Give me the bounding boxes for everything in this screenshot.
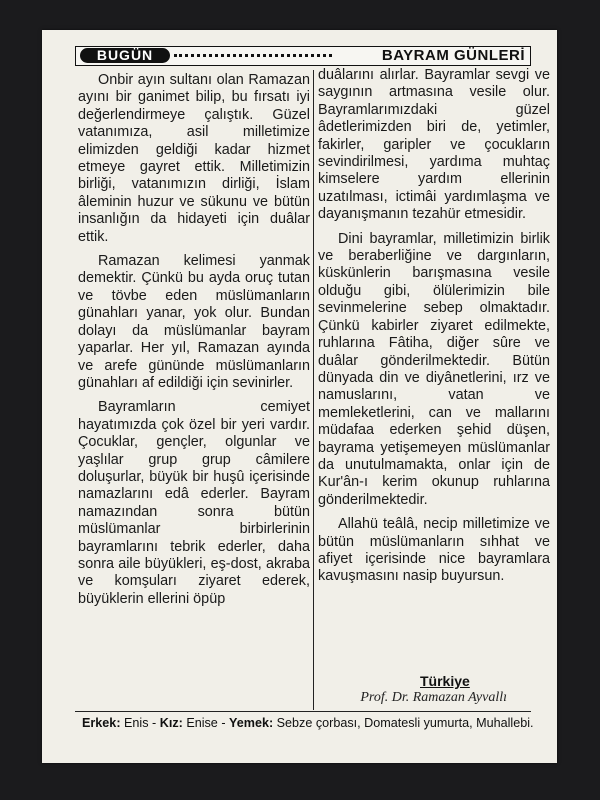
yemek-label: Yemek: [229, 716, 274, 730]
bottom-rule [75, 711, 531, 712]
erkek-label: Erkek: [82, 716, 121, 730]
left-column [78, 72, 310, 615]
column-divider [313, 70, 314, 710]
column-header [75, 46, 531, 66]
header-dotted-rule [174, 54, 332, 57]
right-column [318, 67, 550, 593]
paragraph: Bayramların cemiyet hayatımızda çok özel bir yeri vardır. Çocuklar, gençler, olgunlar ve yaşlılar grup grup câmilere doluşurlar, büyük bir huşû içerisinde namazlarını edâ ederler. Bayram namazından sonra bütün müslümanlar birbirlerinin bayramlarını tebrik ederler, daha sonra aile büyükleri, eş-dost, akraba ve komşuları ziyaret ederek, büyüklerin ellerini öpüp [78, 399, 310, 607]
newspaper-clipping [42, 30, 557, 763]
paragraph: Allahü teâlâ, necip milletimize ve bütün müslümanların sıhhat ve afiyet içerisinde nice bayramlara kavuşmasını nasip buyursun. [318, 516, 550, 585]
kiz-label: Kız: [159, 716, 183, 730]
paragraph: Onbir ayın sultanı olan Ramazan ayını bir ganimet bilip, bu fırsatı iyi değerlendirmeye çalıştık. Güzel vatanımıza, asil milletimize elimizden geldiği kadar hizmet etmeye gayret ettik. Milletimizin birliği, vatanımızın dirliği, İslam âleminin huzur ve sükunu ve bütün insanlığın da hidayeti için duâlar ettik. [78, 72, 310, 245]
kiz-value: Enise [186, 716, 218, 730]
yemek-value: Sebze çorbası, Domatesli yumurta, Muhallebi. [276, 716, 534, 730]
author-signature: Prof. Dr. Ramazan Ayvallı [360, 690, 507, 705]
erkek-value: Enis [124, 716, 149, 730]
paragraph: Ramazan kelimesi yanmak demektir. Çünkü bu ayda oruç tutan ve tövbe eden müslümanların günahları yanar, yok olur. Bundan dolayı da müslümanlar bayram yaparlar. Her yıl, Ramazan ayında ve arefe gününde müslümanların günahları af edildiği için sevinirler. [78, 253, 310, 391]
paragraph: Dini bayramlar, milletimizin birlik ve beraberliğine ve dargınların, küskünlerin barışmasına vesile olduğu gibi, ölülerimizin bile sevinmelerine sebep olmaktadır. Çünkü kabirler ziyaret edilmekte, ruhlarına Fâtiha, diğer sûre ve duâlar gönderilmektedir. Bütün dünyada din ve diyânetlerini, ırz ve namuslarını, vatan ve memleketlerini, can ve mallarını müdafaa ederken şehid düşen, bayrama yetişemeyen müslümanlar da unutulmamakta, onlar için de Kur'ân-ı kerim okunup ruhlarına gönderilmektedir. [318, 230, 550, 508]
name-suggestions-footer: Erkek: Enis - Kız: Enise - Yemek: Sebze çorbası, Domatesli yumurta, Muhallebi. [82, 716, 534, 730]
source-label: Türkiye [420, 673, 470, 689]
paragraph: duâlarını alırlar. Bayramlar sevgi ve saygının artmasına vesile olur. Bayramlarımızdaki güzel âdetlerimizden biri de, yetimler, fakirler, garipler ve çocukların sevindirilmesi, yardıma muhtaç kimselere yardım ellerinin uzatılması, ictimâi yardımlaşma ve dayanışmanın tezahür etmesidir. [318, 67, 550, 223]
article-title: BAYRAM GÜNLERİ [381, 47, 525, 64]
bugun-label: BUGÜN [80, 48, 170, 63]
